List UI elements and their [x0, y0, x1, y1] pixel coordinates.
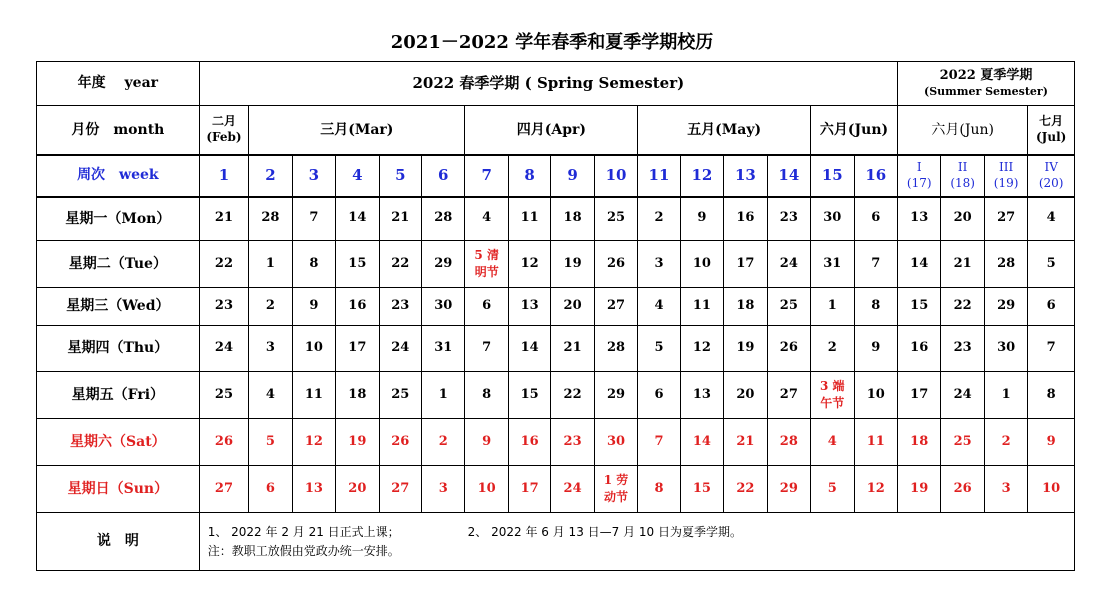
date-cell: 25: [199, 372, 249, 419]
date-cell: 10: [465, 466, 508, 513]
school-calendar-table: [36, 61, 1075, 571]
date-cell: 26: [199, 419, 249, 466]
summer-week-index: (17): [906, 175, 932, 190]
date-cell: 29: [594, 372, 637, 419]
date-cell: 4: [249, 372, 292, 419]
date-cell: 10: [1028, 466, 1075, 513]
week-number: 6: [422, 155, 465, 197]
date-cell: 26: [941, 466, 984, 513]
date-cell: 9: [465, 419, 508, 466]
date-cell: 26: [767, 326, 810, 372]
day-label: 星期四（Thu）: [37, 326, 200, 372]
date-cell: 22: [199, 241, 249, 288]
date-cell: 23: [199, 288, 249, 326]
holiday-line-2: 明节: [474, 265, 499, 279]
date-cell: 28: [767, 419, 810, 466]
summer-semester-title: 2022 夏季学期: [939, 67, 1033, 83]
date-cell: 15: [508, 372, 550, 419]
notes-line-1: [208, 523, 1074, 542]
date-cell: 19: [897, 466, 940, 513]
week-number: 5: [379, 155, 421, 197]
date-cell: 4: [811, 419, 854, 466]
date-cell: 12: [854, 466, 897, 513]
holiday-line-2: 午节: [820, 396, 845, 410]
month-apr: 四月(Apr): [465, 106, 638, 155]
week-number: 13: [724, 155, 767, 197]
spring-semester-header: 2022 春季学期 ( Spring Semester): [199, 62, 897, 106]
date-cell: 30: [422, 288, 465, 326]
notes-label: 说 明: [37, 513, 200, 571]
date-cell: 23: [379, 288, 421, 326]
summer-semester-subtitle: (Summer Semester): [924, 84, 1048, 98]
day-row: [37, 241, 1075, 288]
date-cell: 2: [422, 419, 465, 466]
date-cell: 14: [897, 241, 940, 288]
week-number: 12: [680, 155, 723, 197]
day-row: [37, 288, 1075, 326]
date-cell: 30: [984, 326, 1027, 372]
day-row: [37, 326, 1075, 372]
date-cell: 7: [638, 419, 680, 466]
month-jun-spring: 六月(Jun): [811, 106, 898, 155]
week-number: 3: [292, 155, 335, 197]
date-cell: 1: [422, 372, 465, 419]
date-cell: 7: [854, 241, 897, 288]
week-label: 周次 week: [37, 155, 200, 197]
holiday-line-1: 3 端: [820, 378, 845, 393]
date-cell: 3: [422, 466, 465, 513]
date-cell: 24: [379, 326, 421, 372]
week-number: 7: [465, 155, 508, 197]
date-cell: 6: [854, 197, 897, 241]
date-cell: 2: [249, 288, 292, 326]
day-row: [37, 419, 1075, 466]
date-cell: 10: [854, 372, 897, 419]
date-cell: 23: [551, 419, 594, 466]
holiday-line-2: 动节: [604, 490, 629, 504]
week-number: 14: [767, 155, 810, 197]
summer-week-number: [897, 155, 940, 197]
date-cell: 18: [551, 197, 594, 241]
summer-week-number: [984, 155, 1027, 197]
date-cell: 30: [811, 197, 854, 241]
date-cell: 11: [680, 288, 723, 326]
date-cell: 3: [984, 466, 1027, 513]
year-label: 年度 year: [37, 62, 200, 106]
month-row: [37, 106, 1075, 155]
date-cell: 24: [199, 326, 249, 372]
date-cell: 28: [984, 241, 1027, 288]
date-cell: 16: [897, 326, 940, 372]
date-cell: 22: [941, 288, 984, 326]
date-cell: 27: [767, 372, 810, 419]
date-cell: 29: [984, 288, 1027, 326]
date-cell: 5: [249, 419, 292, 466]
month-feb-en: (Feb): [206, 129, 242, 144]
date-cell: 9: [680, 197, 723, 241]
date-cell: 25: [941, 419, 984, 466]
date-cell: 18: [724, 288, 767, 326]
date-cell: 1: [249, 241, 292, 288]
month-jul-en: (Jul): [1036, 129, 1067, 144]
date-cell: 19: [336, 419, 379, 466]
date-cell: 25: [767, 288, 810, 326]
date-cell: 4: [1028, 197, 1075, 241]
date-cell: 9: [854, 326, 897, 372]
date-cell: 6: [638, 372, 680, 419]
date-cell: 13: [508, 288, 550, 326]
date-cell: 27: [379, 466, 421, 513]
date-cell: 1: [984, 372, 1027, 419]
date-cell: 11: [292, 372, 335, 419]
date-cell: 13: [292, 466, 335, 513]
date-cell: 31: [811, 241, 854, 288]
date-cell: 16: [508, 419, 550, 466]
date-cell: 23: [941, 326, 984, 372]
day-row: [37, 197, 1075, 241]
summer-week-index: (18): [950, 175, 975, 190]
date-cell: 15: [680, 466, 723, 513]
week-number: 4: [336, 155, 379, 197]
date-cell: 20: [551, 288, 594, 326]
notes-row: [37, 513, 1075, 571]
date-cell: 2: [811, 326, 854, 372]
date-cell: 16: [724, 197, 767, 241]
date-cell: 24: [551, 466, 594, 513]
date-cell: 31: [422, 326, 465, 372]
date-cell: 11: [854, 419, 897, 466]
date-cell: 7: [292, 197, 335, 241]
date-cell: 21: [379, 197, 421, 241]
date-cell: 22: [379, 241, 421, 288]
date-cell: 8: [292, 241, 335, 288]
date-cell: 21: [551, 326, 594, 372]
date-cell: 17: [724, 241, 767, 288]
date-cell: 6: [1028, 288, 1075, 326]
date-cell: 11: [508, 197, 550, 241]
date-cell: 9: [1028, 419, 1075, 466]
date-cell: 30: [594, 419, 637, 466]
date-cell: 27: [594, 288, 637, 326]
date-cell: 26: [379, 419, 421, 466]
day-label: 星期六（Sat）: [37, 419, 200, 466]
summer-week-roman: IV: [1044, 159, 1058, 174]
date-cell: 13: [897, 197, 940, 241]
day-row: [37, 466, 1075, 513]
date-cell: 19: [724, 326, 767, 372]
date-cell: 20: [724, 372, 767, 419]
day-label: 星期二（Tue）: [37, 241, 200, 288]
date-cell: 23: [767, 197, 810, 241]
date-cell: 2: [638, 197, 680, 241]
summer-week-roman: I: [916, 159, 922, 174]
date-cell: 1: [811, 288, 854, 326]
date-cell: 3: [249, 326, 292, 372]
date-cell: 21: [941, 241, 984, 288]
date-cell: 22: [724, 466, 767, 513]
day-label: 星期日（Sun）: [37, 466, 200, 513]
month-may: 五月(May): [638, 106, 811, 155]
notes-line-2: 注：教职工放假由党政办统一安排。: [207, 543, 400, 558]
date-cell: 7: [465, 326, 508, 372]
date-cell: 4: [465, 197, 508, 241]
date-cell: 21: [199, 197, 249, 241]
date-cell: 9: [292, 288, 335, 326]
date-cell: 2: [984, 419, 1027, 466]
date-cell: 20: [941, 197, 984, 241]
date-cell: 22: [551, 372, 594, 419]
date-cell: 14: [508, 326, 550, 372]
summer-week-index: (19): [993, 175, 1019, 190]
date-cell: 8: [638, 466, 680, 513]
holiday-cell: [465, 241, 508, 288]
date-cell: 12: [292, 419, 335, 466]
date-cell: 18: [897, 419, 940, 466]
week-number: 15: [811, 155, 854, 197]
month-jul-cn: 七月: [1039, 114, 1064, 129]
date-cell: 18: [336, 372, 379, 419]
date-cell: 13: [680, 372, 723, 419]
date-cell: 5: [1028, 241, 1075, 288]
week-number: 9: [551, 155, 594, 197]
notes-content: [199, 513, 1074, 571]
year-row: [37, 62, 1075, 106]
week-number: 11: [638, 155, 680, 197]
date-cell: 17: [897, 372, 940, 419]
date-cell: 17: [336, 326, 379, 372]
date-cell: 8: [854, 288, 897, 326]
holiday-cell: [594, 466, 637, 513]
date-cell: 17: [508, 466, 550, 513]
date-cell: 28: [249, 197, 292, 241]
date-cell: 15: [336, 241, 379, 288]
date-cell: 27: [984, 197, 1027, 241]
month-label: 月份 month: [37, 106, 200, 155]
holiday-cell: [811, 372, 854, 419]
month-mar: 三月(Mar): [249, 106, 465, 155]
date-cell: 3: [638, 241, 680, 288]
date-cell: 26: [594, 241, 637, 288]
date-cell: 24: [767, 241, 810, 288]
date-cell: 19: [551, 241, 594, 288]
note-1: 1、 2022 年 2 月 21 日正式上课；: [207, 524, 400, 539]
date-cell: 5: [638, 326, 680, 372]
date-cell: 6: [465, 288, 508, 326]
note-2: 2、 2022 年 6 月 13 日—7 月 10 日为夏季学期。: [467, 524, 742, 539]
week-number: 8: [508, 155, 550, 197]
date-cell: 8: [1028, 372, 1075, 419]
date-cell: 16: [336, 288, 379, 326]
summer-week-roman: II: [957, 159, 968, 174]
date-cell: 29: [422, 241, 465, 288]
summer-week-index: (20): [1038, 175, 1064, 190]
date-cell: 4: [638, 288, 680, 326]
date-cell: 12: [508, 241, 550, 288]
date-cell: 28: [422, 197, 465, 241]
date-cell: 14: [336, 197, 379, 241]
date-cell: 7: [1028, 326, 1075, 372]
date-cell: 25: [594, 197, 637, 241]
date-cell: 14: [680, 419, 723, 466]
date-cell: 20: [336, 466, 379, 513]
week-number: 16: [854, 155, 897, 197]
date-cell: 6: [249, 466, 292, 513]
day-label: 星期一（Mon）: [37, 197, 200, 241]
day-label: 星期三（Wed）: [37, 288, 200, 326]
week-number: 10: [594, 155, 637, 197]
date-cell: 5: [811, 466, 854, 513]
month-feb-cn: 二月: [211, 114, 236, 129]
holiday-line-1: 5 清: [474, 247, 499, 262]
date-cell: 10: [680, 241, 723, 288]
week-number: 2: [249, 155, 292, 197]
date-cell: 8: [465, 372, 508, 419]
date-cell: 29: [767, 466, 810, 513]
date-cell: 15: [897, 288, 940, 326]
date-cell: 21: [724, 419, 767, 466]
week-number: 1: [199, 155, 249, 197]
date-cell: 10: [292, 326, 335, 372]
day-label: 星期五（Fri）: [37, 372, 200, 419]
month-feb: [199, 106, 249, 155]
month-jul: [1028, 106, 1075, 155]
page-title: 2021－2022 学年春季和夏季学期校历: [390, 32, 714, 53]
summer-week-number: [941, 155, 984, 197]
month-jun-summer: 六月(Jun): [897, 106, 1027, 155]
date-cell: 25: [379, 372, 421, 419]
day-row: [37, 372, 1075, 419]
summer-week-number: [1028, 155, 1075, 197]
week-row: [37, 155, 1075, 197]
date-cell: 24: [941, 372, 984, 419]
summer-semester-header: [897, 62, 1074, 106]
summer-week-roman: III: [999, 159, 1014, 174]
date-cell: 12: [680, 326, 723, 372]
holiday-line-1: 1 劳: [603, 472, 629, 487]
date-cell: 28: [594, 326, 637, 372]
date-cell: 27: [199, 466, 249, 513]
